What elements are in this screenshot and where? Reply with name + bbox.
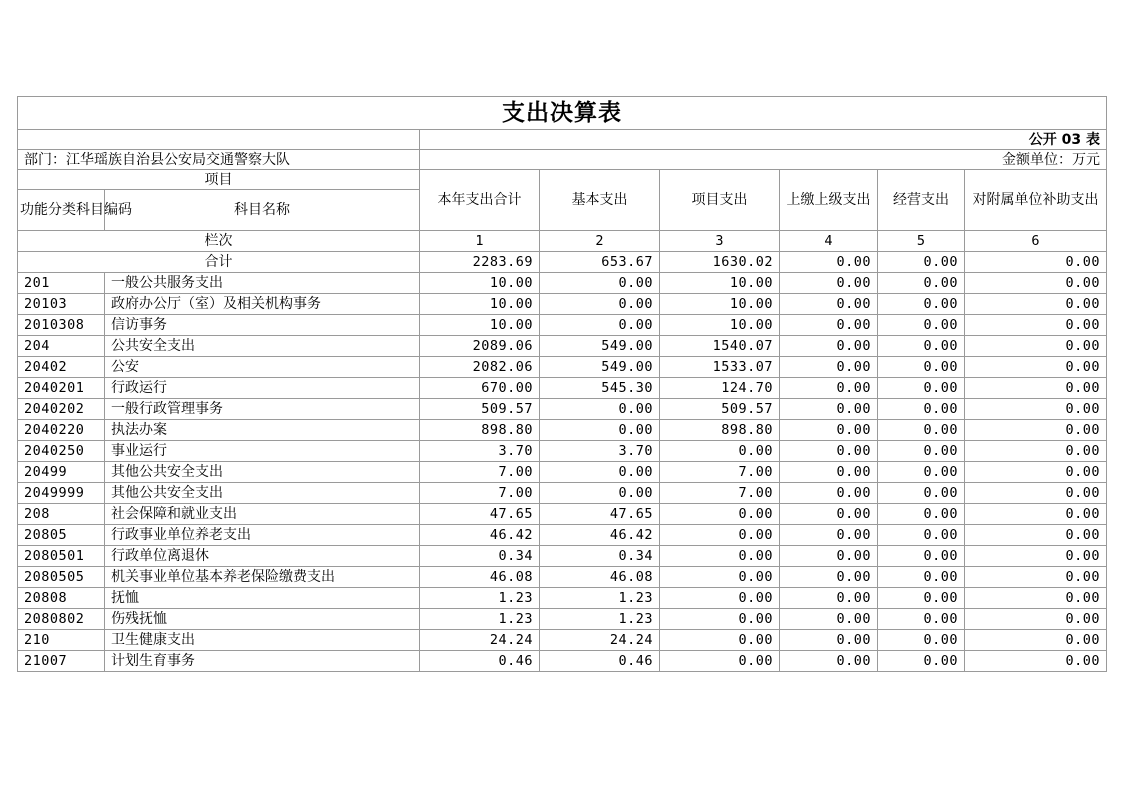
business-amount-cell: 0.00 (878, 588, 965, 609)
function-code-cell: 2080802 (18, 609, 105, 630)
function-code-cell: 2040220 (18, 420, 105, 441)
table-row (18, 567, 1107, 588)
function-code-cell: 20402 (18, 357, 105, 378)
column-header-upper-remit: 上缴上级支出 (780, 170, 878, 231)
subject-name-cell: 一般公共服务支出 (105, 273, 420, 294)
subsidy-amount-cell: 0.00 (965, 630, 1107, 651)
table-row (18, 378, 1107, 399)
subsidy-amount-cell: 0.00 (965, 609, 1107, 630)
project-amount-cell: 0.00 (660, 525, 780, 546)
total-value: 0.00 (780, 252, 878, 273)
upper-remit-amount-cell: 0.00 (780, 420, 878, 441)
subject-name-cell: 执法办案 (105, 420, 420, 441)
subsidy-amount-cell: 0.00 (965, 588, 1107, 609)
total-amount-cell: 2089.06 (420, 336, 540, 357)
project-amount-cell: 0.00 (660, 609, 780, 630)
basic-amount-cell: 0.46 (540, 651, 660, 672)
column-header-function-code: 功能分类科目编码 (18, 190, 105, 231)
total-value: 0.00 (878, 252, 965, 273)
total-amount-cell: 47.65 (420, 504, 540, 525)
business-amount-cell: 0.00 (878, 609, 965, 630)
subject-name-cell: 一般行政管理事务 (105, 399, 420, 420)
project-amount-cell: 1540.07 (660, 336, 780, 357)
project-amount-cell: 509.57 (660, 399, 780, 420)
subsidy-amount-cell: 0.00 (965, 525, 1107, 546)
subject-name-cell: 行政事业单位养老支出 (105, 525, 420, 546)
department-label: 部门：江华瑶族自治县公安局交通警察大队 (18, 150, 420, 170)
business-amount-cell: 0.00 (878, 462, 965, 483)
business-amount-cell: 0.00 (878, 357, 965, 378)
subject-name-cell: 行政运行 (105, 378, 420, 399)
total-amount-cell: 10.00 (420, 273, 540, 294)
upper-remit-amount-cell: 0.00 (780, 483, 878, 504)
subject-name-cell: 行政单位离退休 (105, 546, 420, 567)
blank-cell (18, 130, 420, 150)
total-amount-cell: 898.80 (420, 420, 540, 441)
basic-amount-cell: 0.00 (540, 273, 660, 294)
table-row (18, 588, 1107, 609)
basic-amount-cell: 3.70 (540, 441, 660, 462)
lane-number: 5 (878, 231, 965, 252)
function-code-cell: 20808 (18, 588, 105, 609)
function-code-cell: 2040250 (18, 441, 105, 462)
subject-name-cell: 其他公共安全支出 (105, 462, 420, 483)
upper-remit-amount-cell: 0.00 (780, 357, 878, 378)
project-amount-cell: 10.00 (660, 294, 780, 315)
basic-amount-cell: 549.00 (540, 336, 660, 357)
expenditure-final-accounts-sheet (17, 96, 1106, 672)
project-amount-cell: 10.00 (660, 315, 780, 336)
subsidy-amount-cell: 0.00 (965, 504, 1107, 525)
business-amount-cell: 0.00 (878, 420, 965, 441)
total-label: 合计 (18, 252, 420, 273)
total-value: 0.00 (965, 252, 1107, 273)
upper-remit-amount-cell: 0.00 (780, 315, 878, 336)
upper-remit-amount-cell: 0.00 (780, 399, 878, 420)
function-code-cell: 208 (18, 504, 105, 525)
business-amount-cell: 0.00 (878, 441, 965, 462)
function-code-cell: 201 (18, 273, 105, 294)
table-row (18, 357, 1107, 378)
project-amount-cell: 0.00 (660, 504, 780, 525)
total-amount-cell: 2082.06 (420, 357, 540, 378)
project-amount-cell: 898.80 (660, 420, 780, 441)
lane-number: 4 (780, 231, 878, 252)
table-row (18, 504, 1107, 525)
table-row (18, 399, 1107, 420)
subsidy-amount-cell: 0.00 (965, 420, 1107, 441)
total-amount-cell: 24.24 (420, 630, 540, 651)
basic-amount-cell: 24.24 (540, 630, 660, 651)
basic-amount-cell: 1.23 (540, 609, 660, 630)
function-code-cell: 2040202 (18, 399, 105, 420)
project-amount-cell: 1533.07 (660, 357, 780, 378)
total-value: 2283.69 (420, 252, 540, 273)
column-header-basic: 基本支出 (540, 170, 660, 231)
expenditure-table (17, 96, 1107, 672)
table-row (18, 273, 1107, 294)
function-code-cell: 20103 (18, 294, 105, 315)
subject-name-cell: 其他公共安全支出 (105, 483, 420, 504)
subject-name-cell: 计划生育事务 (105, 651, 420, 672)
subsidy-amount-cell: 0.00 (965, 315, 1107, 336)
function-code-cell: 204 (18, 336, 105, 357)
basic-amount-cell: 1.23 (540, 588, 660, 609)
subsidy-amount-cell: 0.00 (965, 378, 1107, 399)
total-amount-cell: 0.34 (420, 546, 540, 567)
item-header: 项目 (18, 170, 420, 190)
subsidy-amount-cell: 0.00 (965, 273, 1107, 294)
subject-name-cell: 社会保障和就业支出 (105, 504, 420, 525)
total-amount-cell: 1.23 (420, 609, 540, 630)
column-header-subsidy: 对附属单位补助支出 (965, 170, 1107, 231)
basic-amount-cell: 0.00 (540, 420, 660, 441)
table-row (18, 630, 1107, 651)
subject-name-cell: 政府办公厅（室）及相关机构事务 (105, 294, 420, 315)
project-amount-cell: 0.00 (660, 441, 780, 462)
total-amount-cell: 0.46 (420, 651, 540, 672)
basic-amount-cell: 0.00 (540, 315, 660, 336)
basic-amount-cell: 545.30 (540, 378, 660, 399)
table-row (18, 525, 1107, 546)
basic-amount-cell: 0.00 (540, 399, 660, 420)
project-amount-cell: 7.00 (660, 483, 780, 504)
total-amount-cell: 10.00 (420, 294, 540, 315)
business-amount-cell: 0.00 (878, 483, 965, 504)
project-amount-cell: 10.00 (660, 273, 780, 294)
subsidy-amount-cell: 0.00 (965, 294, 1107, 315)
subsidy-amount-cell: 0.00 (965, 567, 1107, 588)
upper-remit-amount-cell: 0.00 (780, 588, 878, 609)
total-value: 653.67 (540, 252, 660, 273)
total-amount-cell: 46.42 (420, 525, 540, 546)
table-row (18, 609, 1107, 630)
business-amount-cell: 0.00 (878, 399, 965, 420)
business-amount-cell: 0.00 (878, 336, 965, 357)
business-amount-cell: 0.00 (878, 567, 965, 588)
function-code-cell: 2080501 (18, 546, 105, 567)
lane-number: 2 (540, 231, 660, 252)
project-amount-cell: 0.00 (660, 651, 780, 672)
upper-remit-amount-cell: 0.00 (780, 630, 878, 651)
table-row (18, 483, 1107, 504)
subsidy-amount-cell: 0.00 (965, 357, 1107, 378)
basic-amount-cell: 46.42 (540, 525, 660, 546)
function-code-cell: 2049999 (18, 483, 105, 504)
basic-amount-cell: 46.08 (540, 567, 660, 588)
basic-amount-cell: 47.65 (540, 504, 660, 525)
upper-remit-amount-cell: 0.00 (780, 273, 878, 294)
upper-remit-amount-cell: 0.00 (780, 525, 878, 546)
page-title: 支出决算表 (18, 97, 1107, 130)
upper-remit-amount-cell: 0.00 (780, 504, 878, 525)
subsidy-amount-cell: 0.00 (965, 546, 1107, 567)
column-header-business: 经营支出 (878, 170, 965, 231)
subsidy-amount-cell: 0.00 (965, 462, 1107, 483)
function-code-cell: 210 (18, 630, 105, 651)
total-row (18, 252, 1107, 273)
subject-name-cell: 伤残抚恤 (105, 609, 420, 630)
project-amount-cell: 0.00 (660, 630, 780, 651)
table-row (18, 441, 1107, 462)
basic-amount-cell: 0.34 (540, 546, 660, 567)
upper-remit-amount-cell: 0.00 (780, 567, 878, 588)
table-number: 公开 03 表 (420, 130, 1107, 150)
business-amount-cell: 0.00 (878, 651, 965, 672)
lane-number: 1 (420, 231, 540, 252)
function-code-cell: 21007 (18, 651, 105, 672)
business-amount-cell: 0.00 (878, 504, 965, 525)
total-value: 1630.02 (660, 252, 780, 273)
function-code-cell: 2080505 (18, 567, 105, 588)
upper-remit-amount-cell: 0.00 (780, 462, 878, 483)
total-amount-cell: 670.00 (420, 378, 540, 399)
total-amount-cell: 509.57 (420, 399, 540, 420)
table-row (18, 462, 1107, 483)
business-amount-cell: 0.00 (878, 378, 965, 399)
total-amount-cell: 7.00 (420, 483, 540, 504)
business-amount-cell: 0.00 (878, 630, 965, 651)
subsidy-amount-cell: 0.00 (965, 651, 1107, 672)
table-row (18, 294, 1107, 315)
function-code-cell: 2040201 (18, 378, 105, 399)
subsidy-amount-cell: 0.00 (965, 336, 1107, 357)
business-amount-cell: 0.00 (878, 294, 965, 315)
subject-name-cell: 公安 (105, 357, 420, 378)
project-amount-cell: 7.00 (660, 462, 780, 483)
upper-remit-amount-cell: 0.00 (780, 609, 878, 630)
total-amount-cell: 46.08 (420, 567, 540, 588)
upper-remit-amount-cell: 0.00 (780, 546, 878, 567)
upper-remit-amount-cell: 0.00 (780, 336, 878, 357)
function-code-cell: 20805 (18, 525, 105, 546)
total-amount-cell: 3.70 (420, 441, 540, 462)
column-header-total: 本年支出合计 (420, 170, 540, 231)
function-code-cell: 20499 (18, 462, 105, 483)
subsidy-amount-cell: 0.00 (965, 483, 1107, 504)
subsidy-amount-cell: 0.00 (965, 399, 1107, 420)
upper-remit-amount-cell: 0.00 (780, 294, 878, 315)
subject-name-cell: 事业运行 (105, 441, 420, 462)
project-amount-cell: 0.00 (660, 567, 780, 588)
function-code-cell: 2010308 (18, 315, 105, 336)
total-amount-cell: 10.00 (420, 315, 540, 336)
upper-remit-amount-cell: 0.00 (780, 441, 878, 462)
lane-number: 6 (965, 231, 1107, 252)
table-row (18, 651, 1107, 672)
business-amount-cell: 0.00 (878, 546, 965, 567)
basic-amount-cell: 0.00 (540, 294, 660, 315)
column-header-subject-name: 科目名称 (105, 190, 420, 231)
subject-name-cell: 卫生健康支出 (105, 630, 420, 651)
basic-amount-cell: 0.00 (540, 483, 660, 504)
business-amount-cell: 0.00 (878, 525, 965, 546)
basic-amount-cell: 549.00 (540, 357, 660, 378)
subsidy-amount-cell: 0.00 (965, 441, 1107, 462)
table-row (18, 546, 1107, 567)
total-amount-cell: 7.00 (420, 462, 540, 483)
amount-unit-label: 金额单位：万元 (420, 150, 1107, 170)
lane-number: 3 (660, 231, 780, 252)
subject-name-cell: 机关事业单位基本养老保险缴费支出 (105, 567, 420, 588)
subject-name-cell: 信访事务 (105, 315, 420, 336)
table-row (18, 315, 1107, 336)
upper-remit-amount-cell: 0.00 (780, 378, 878, 399)
business-amount-cell: 0.00 (878, 315, 965, 336)
project-amount-cell: 0.00 (660, 546, 780, 567)
column-header-project: 项目支出 (660, 170, 780, 231)
total-amount-cell: 1.23 (420, 588, 540, 609)
lane-label: 栏次 (18, 231, 420, 252)
project-amount-cell: 124.70 (660, 378, 780, 399)
business-amount-cell: 0.00 (878, 273, 965, 294)
subject-name-cell: 公共安全支出 (105, 336, 420, 357)
upper-remit-amount-cell: 0.00 (780, 651, 878, 672)
subject-name-cell: 抚恤 (105, 588, 420, 609)
project-amount-cell: 0.00 (660, 588, 780, 609)
table-row (18, 336, 1107, 357)
table-row (18, 420, 1107, 441)
basic-amount-cell: 0.00 (540, 462, 660, 483)
